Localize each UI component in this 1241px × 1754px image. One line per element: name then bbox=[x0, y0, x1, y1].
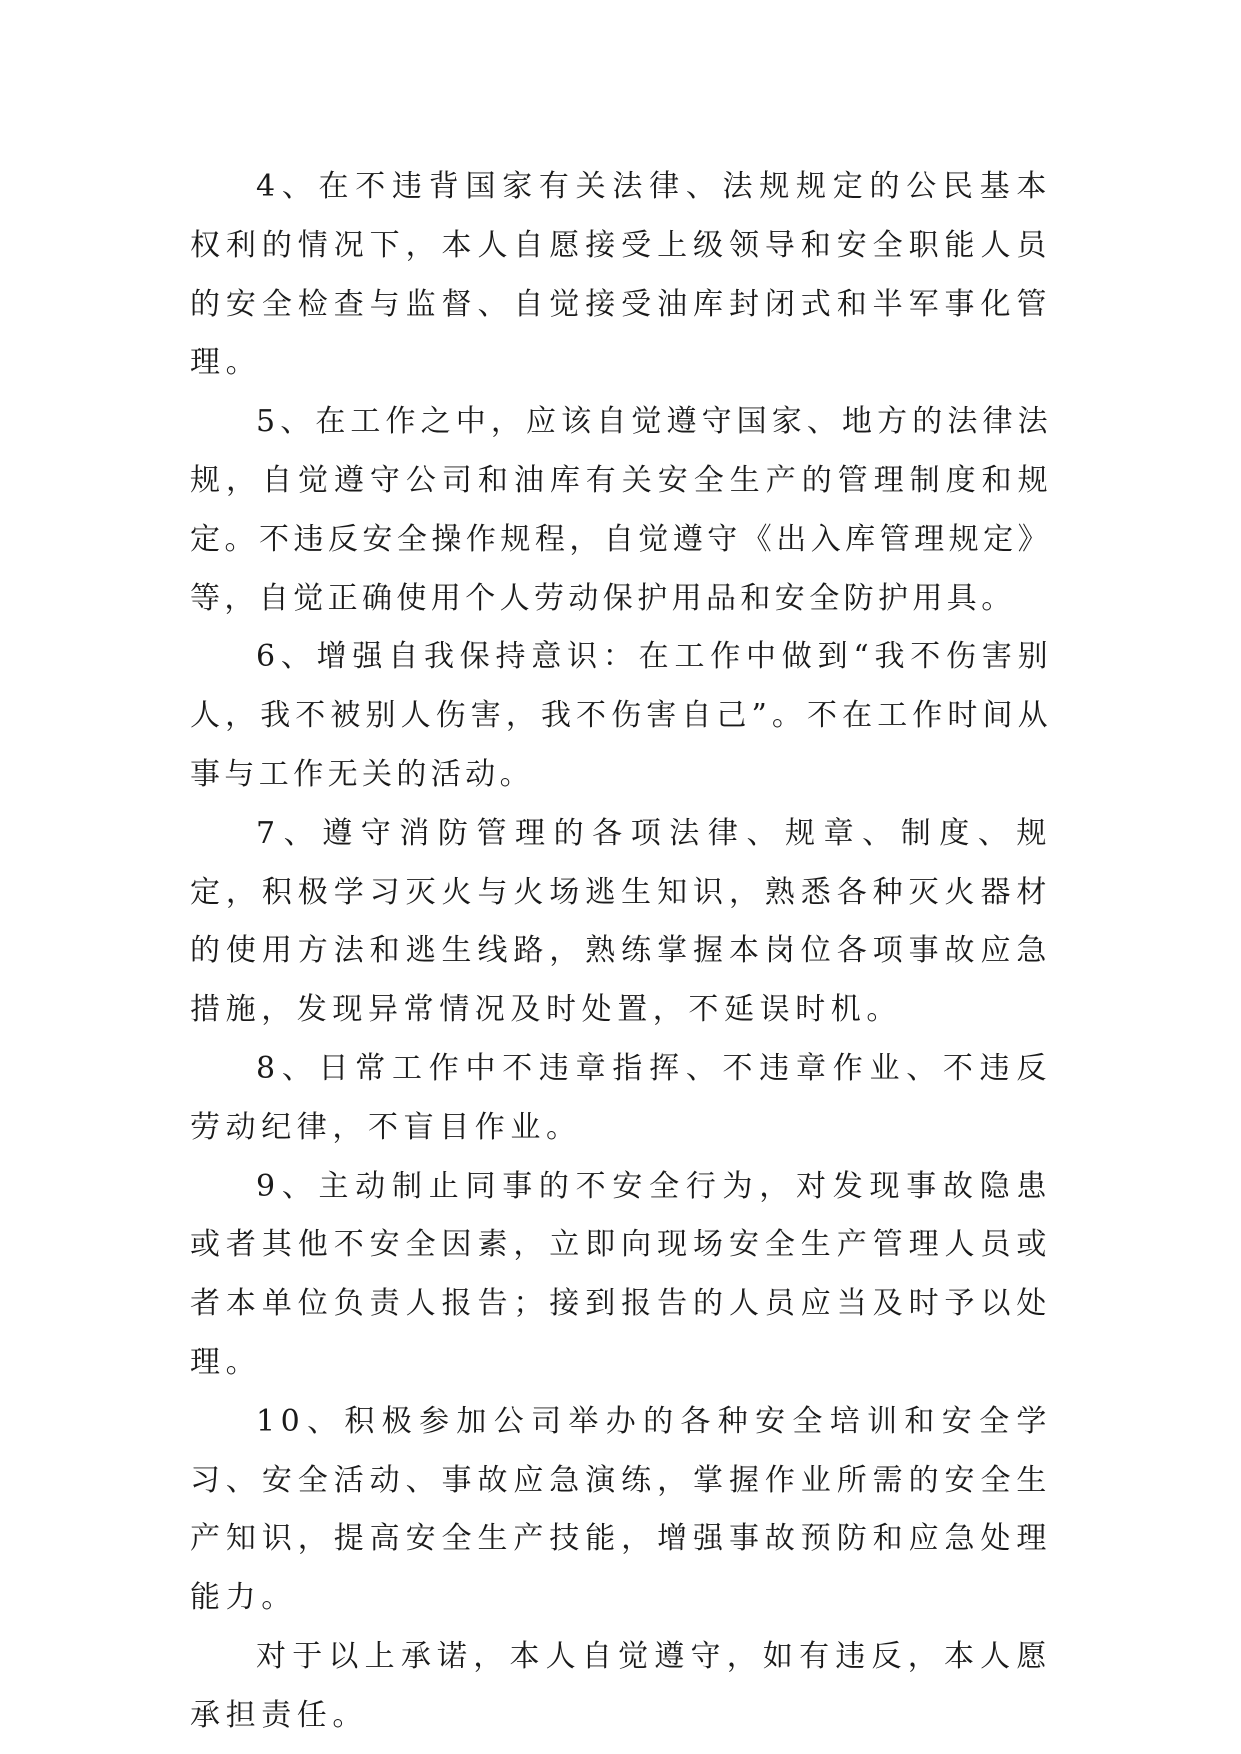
paragraph-item-5: 5、在工作之中，应该自觉遵守国家、地方的法律法规，自觉遵守公司和油库有关安全生产的管理制度和规定。不违反安全操作规程，自觉遵守《出入库管理规定》等，自觉正确使用个人劳动保护用品和安全防护用具。 bbox=[190, 404, 1052, 616]
paragraph-item-8: 8、日常工作中不违章指挥、不违章作业、不违反劳动纪律，不盲目作业。 bbox=[190, 1050, 1052, 1145]
paragraph-item-4: 4、在不违背国家有关法律、法规规定的公民基本权利的情况下，本人自愿接受上级领导和安全职能人员的安全检查与监督、自觉接受油库封闭式和半军事化管理。 bbox=[190, 169, 1052, 381]
paragraph-item-6: 6、增强自我保持意识：在工作中做到“我不伤害别人，我不被别人伤害，我不伤害自己”。不在工作时间从事与工作无关的活动。 bbox=[190, 639, 1052, 792]
paragraph-item-7: 7、遵守消防管理的各项法律、规章、制度、规定，积极学习灭火与火场逃生知识，熟悉各种灭火器材的使用方法和逃生线路，熟练掌握本岗位各项事故应急措施，发现异常情况及时处置，不延误时机。 bbox=[190, 815, 1052, 1028]
document-body bbox=[190, 158, 1052, 1746]
paragraph-commitment-closing: 对于以上承诺，本人自觉遵守，如有违反，本人愿承担责任。 bbox=[190, 1638, 1052, 1733]
paragraph-item-10: 10、积极参加公司举办的各种安全培训和安全学习、安全活动、事故应急演练，掌握作业所需的安全生产知识，提高安全生产技能，增强事故预防和应急处理能力。 bbox=[190, 1403, 1052, 1616]
paragraph-item-9: 9、主动制止同事的不安全行为，对发现事故隐患或者其他不安全因素，立即向现场安全生产管理人员或者本单位负责人报告；接到报告的人员应当及时予以处理。 bbox=[190, 1168, 1052, 1380]
